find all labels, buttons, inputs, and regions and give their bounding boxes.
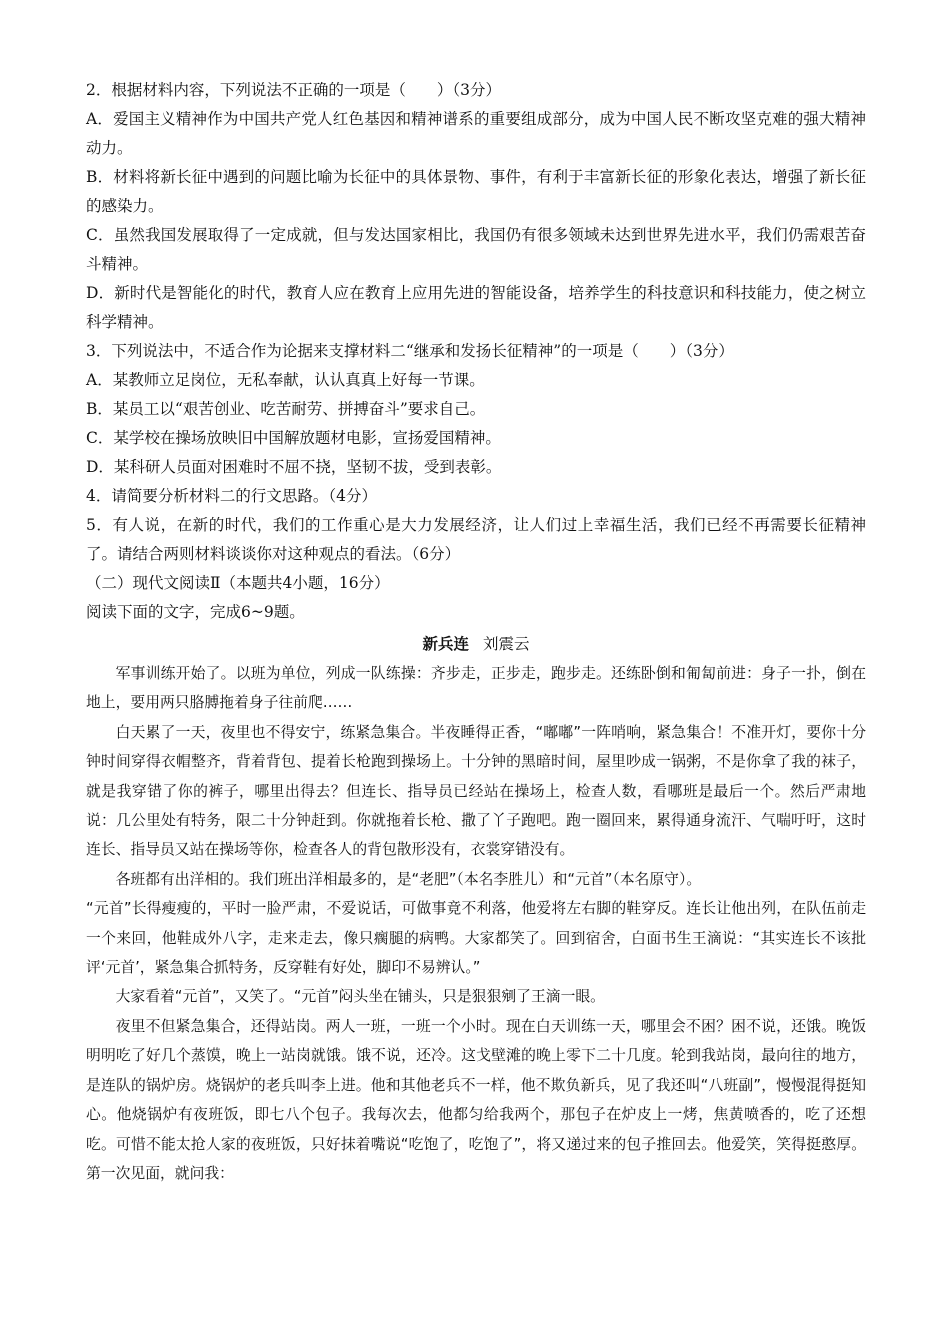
story-paragraph: “元首”长得瘦瘦的，平时一脸严肃，不爱说话，可做事竟不利落，他爱将左右脚的鞋穿反。连长让他出列，在队伍前走一个来回，他鞋成外八字，走来走去，像只瘸腿的病鸭。大家都笑了。回到宿舍，白面书生王滴说：“其实连长不该批评‘元首’，紧急集合抓特务，反穿鞋有好处，脚印不易辨认。” bbox=[86, 900, 866, 977]
question-3-option-b: B．某员工以“艰苦创业、吃苦耐劳、拼搏奋斗”要求自己。 bbox=[86, 400, 486, 418]
story-paragraph: 夜里不但紧急集合，还得站岗。两人一班，一班一个小时。现在白天训练一天，哪里会不困？困不说，还饿。晚饭明明吃了好几个蒸馍，晚上一站岗就饿。饿不说，还冷。这戈壁滩的晚上零下二十几度。轮到我站岗，最向往的地方，是连队的锅炉房。烧锅炉的老兵叫李上进。他和其他老兵不一样，他不欺负新兵，见了我还叫“八班副”，慢慢混得挺知心。他烧锅炉有夜班饭，即七八个包子。我每次去，他都匀给我两个，那包子在炉皮上一烤，焦黄喷香的，吃了还想吃。可惜不能太抢人家的夜班饭，只好抹着嘴说“吃饱了，吃饱了”，将又递过来的包子推回去。他爱笑，笑得挺憨厚。第一次见面，就问我： bbox=[86, 1017, 866, 1182]
question-3-option-d: D．某科研人员面对困难时不屈不挠，坚韧不拔，受到表彰。 bbox=[86, 458, 502, 476]
story-paragraph: 白天累了一天，夜里也不得安宁，练紧急集合。半夜睡得正香，“嘟嘟”一阵哨响，紧急集合！不准开灯，要你十分钟时间穿得衣帽整齐，背着背包、提着长枪跑到操场上。十分钟的黑暗时间，屋里吵成一锅粥，不是你拿了我的袜子，就是我穿错了你的裤子，哪里出得去？但连长、指导员已经站在操场上，检查人数，看哪班是最后一个。然后严肃地说：几公里处有特务，限二十分钟赶到。你就拖着长枪、撒了丫子跑吧。跑一圈回来，累得通身流汗、气喘吁吁，这时连长、指导员又站在操场等你，检查各人的背包散形没有，衣裳穿错没有。 bbox=[86, 723, 866, 859]
question-2-option-a: A．爱国主义精神作为中国共产党人红色基因和精神谱系的重要组成部分，成为中国人民不断攻坚克难的强大精神动力。 bbox=[86, 110, 866, 157]
story-paragraph: 各班都有出洋相的。我们班出洋相最多的，是“老肥”（本名李胜儿）和“元首”（本名原守）。 bbox=[115, 870, 702, 888]
question-2-stem: 2．根据材料内容，下列说法不正确的一项是（ ）（3分） bbox=[86, 81, 501, 99]
question-5: 5．有人说，在新的时代，我们的工作重心是大力发展经济，让人们过上幸福生活，我们已经不再需要长征精神了。请结合两则材料谈谈你对这种观点的看法。（6分） bbox=[86, 516, 866, 563]
story-paragraph: 军事训练开始了。以班为单位，列成一队练操：齐步走，正步走，跑步走。还练卧倒和匍匐前进：身子一扑，倒在地上，要用两只胳膊拖着身子往前爬…… bbox=[86, 665, 866, 712]
question-2-option-c: C．虽然我国发展取得了一定成就，但与发达国家相比，我国仍有很多领域未达到世界先进水平，我们仍需艰苦奋斗精神。 bbox=[86, 226, 866, 273]
story-body bbox=[86, 659, 866, 1188]
question-list bbox=[86, 76, 866, 627]
reading-instruction: 阅读下面的文字，完成6~9题。 bbox=[86, 603, 305, 621]
question-3-option-a: A．某教师立足岗位，无私奉献，认认真真上好每一节课。 bbox=[86, 371, 485, 389]
story-author: 刘震云 bbox=[483, 635, 530, 653]
question-3-stem: 3．下列说法中，不适合作为论据来支撑材料二“继承和发扬长征精神”的一项是（ ）（3分） bbox=[86, 342, 734, 360]
question-2-option-d: D．新时代是智能化的时代，教育人应在教育上应用先进的智能设备，培养学生的科技意识和科技能力，使之树立科学精神。 bbox=[86, 284, 866, 331]
question-3-option-c: C．某学校在操场放映旧中国解放题材电影，宣扬爱国精神。 bbox=[86, 429, 501, 447]
story-title-line bbox=[86, 629, 866, 659]
question-2-option-b: B．材料将新长征中遇到的问题比喻为长征中的具体景物、事件，有利于丰富新长征的形象化表达，增强了新长征的感染力。 bbox=[86, 168, 866, 215]
story-paragraph: 大家看着“元首”，又笑了。“元首”闷头坐在铺头，只是狠狠剜了王滴一眼。 bbox=[115, 988, 605, 1006]
exam-page bbox=[86, 76, 866, 1188]
section-heading: （二）现代文阅读Ⅱ（本题共4小题，16分） bbox=[86, 574, 390, 592]
question-4: 4．请简要分析材料二的行文思路。（4分） bbox=[86, 487, 377, 505]
story-title: 新兵连 bbox=[422, 634, 469, 653]
